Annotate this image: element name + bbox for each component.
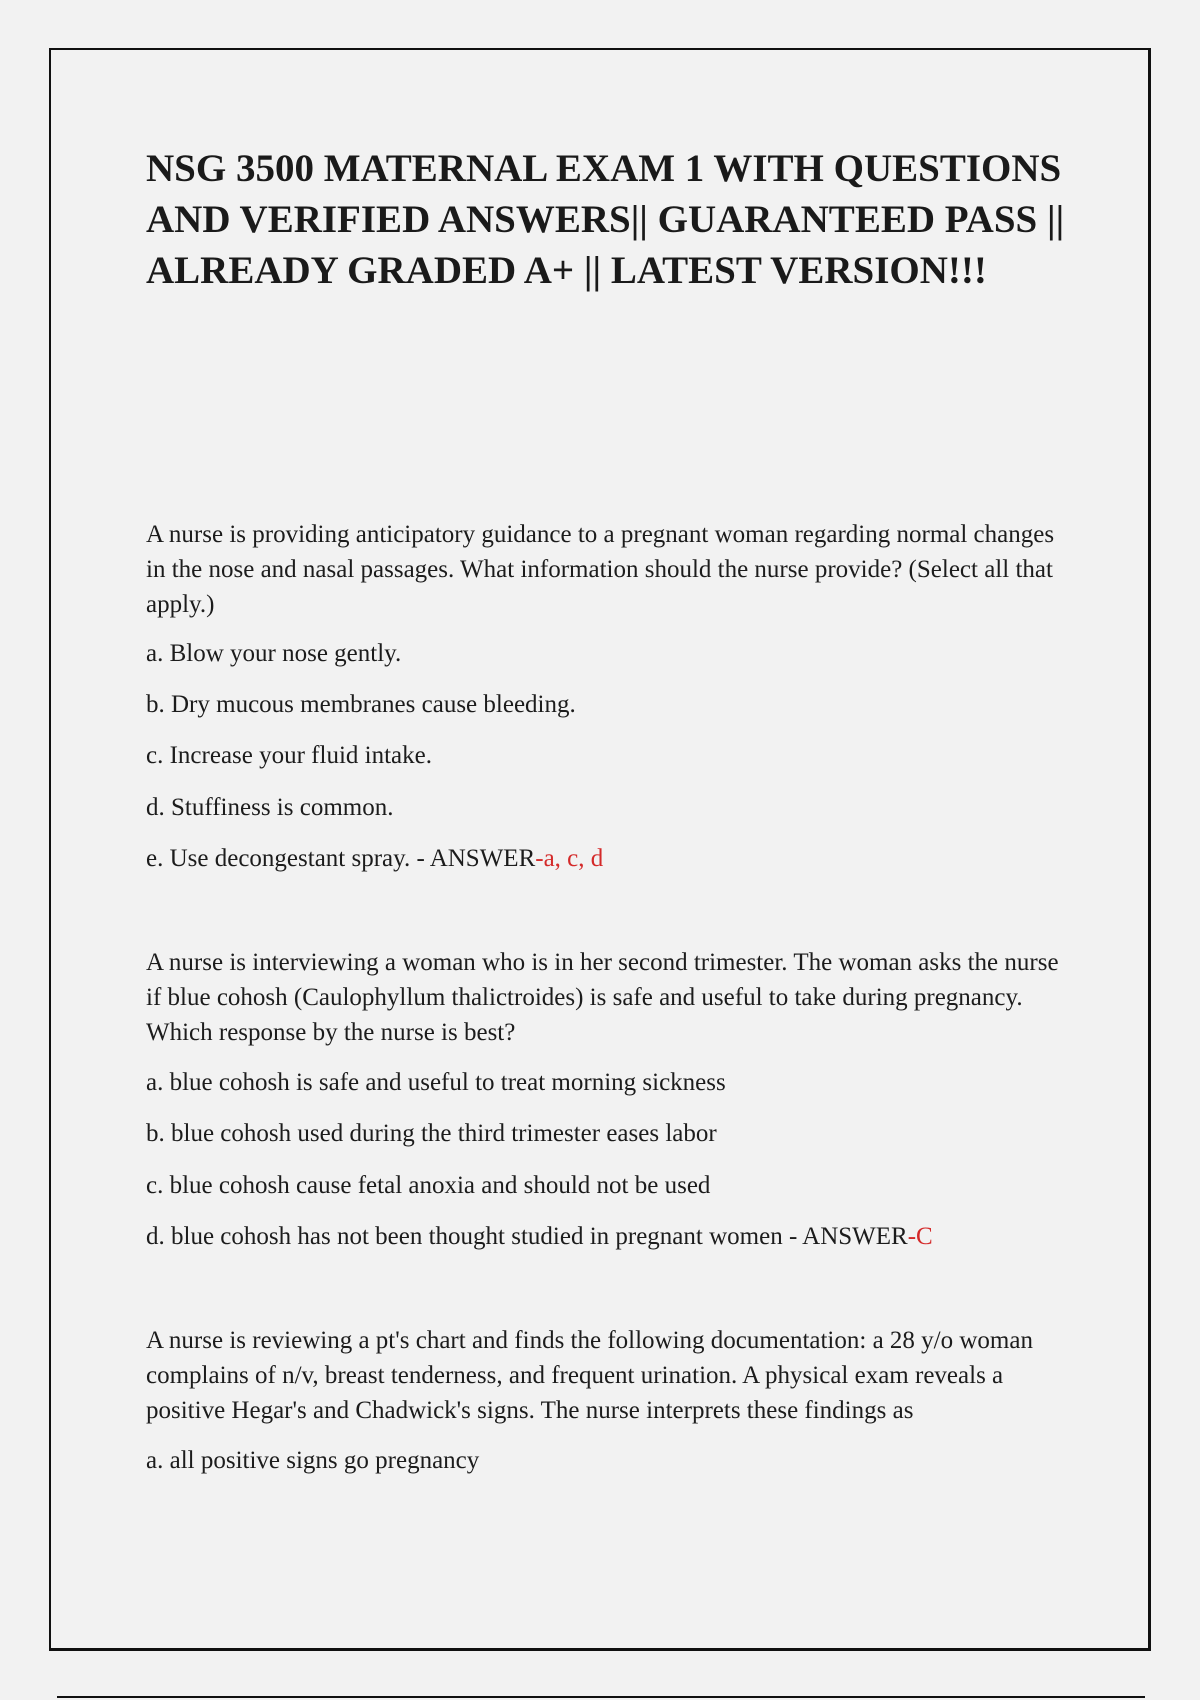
- option-item: b. blue cohosh used during the third trimester eases labor: [146, 1120, 717, 1147]
- option-item-with-answer: [146, 841, 1066, 876]
- option-text: e. Use decongestant spray. - ANSWER: [146, 845, 536, 872]
- answer-key: -a, c, d: [535, 845, 604, 872]
- question-text: A nurse is reviewing a pt's chart and finds the following documentation: a 28 y/o woman complains of n/v, breast tenderness, and frequent urination. A physical exam reveals a positive Hegar's and Chadwick's signs. The nurse interprets these findings as: [146, 1327, 1033, 1424]
- option-item-with-answer: [146, 1219, 1066, 1254]
- question-block-2: [146, 945, 1066, 1254]
- question-block-3: [146, 1323, 1066, 1478]
- option-item: a. all positive signs go pregnancy: [146, 1447, 480, 1474]
- page-divider: [57, 1696, 1145, 1698]
- question-text: A nurse is interviewing a woman who is in her second trimester. The woman asks the nurse if blue cohosh (Caulophyllum thalictroides) is safe and useful to take during pregnancy. Which response by the nurse is best?: [146, 949, 1059, 1046]
- question-text: A nurse is providing anticipatory guidance to a pregnant woman regarding normal changes in the nose and nasal passages. What information should the nurse provide? (Select all that apply.): [146, 521, 1055, 618]
- document-title: NSG 3500 MATERNAL EXAM 1 WITH QUESTIONS AND VERIFIED ANSWERS|| GUARANTEED PASS || ALREADY GRADED A+ || LATEST VERSION!!!: [146, 147, 1065, 292]
- option-item: b. Dry mucous membranes cause bleeding.: [146, 691, 576, 718]
- option-item: a. blue cohosh is safe and useful to treat morning sickness: [146, 1069, 726, 1096]
- option-item: d. Stuffiness is common.: [146, 794, 394, 821]
- answer-key: -C: [907, 1223, 933, 1250]
- option-item: c. Increase your fluid intake.: [146, 742, 432, 769]
- document-body: [146, 143, 1066, 1474]
- option-item: a. Blow your nose gently.: [146, 640, 402, 667]
- option-item: c. blue cohosh cause fetal anoxia and should not be used: [146, 1172, 711, 1199]
- option-text: d. blue cohosh has not been thought studied in pregnant women - ANSWER: [146, 1223, 908, 1250]
- question-block-1: [146, 517, 1066, 876]
